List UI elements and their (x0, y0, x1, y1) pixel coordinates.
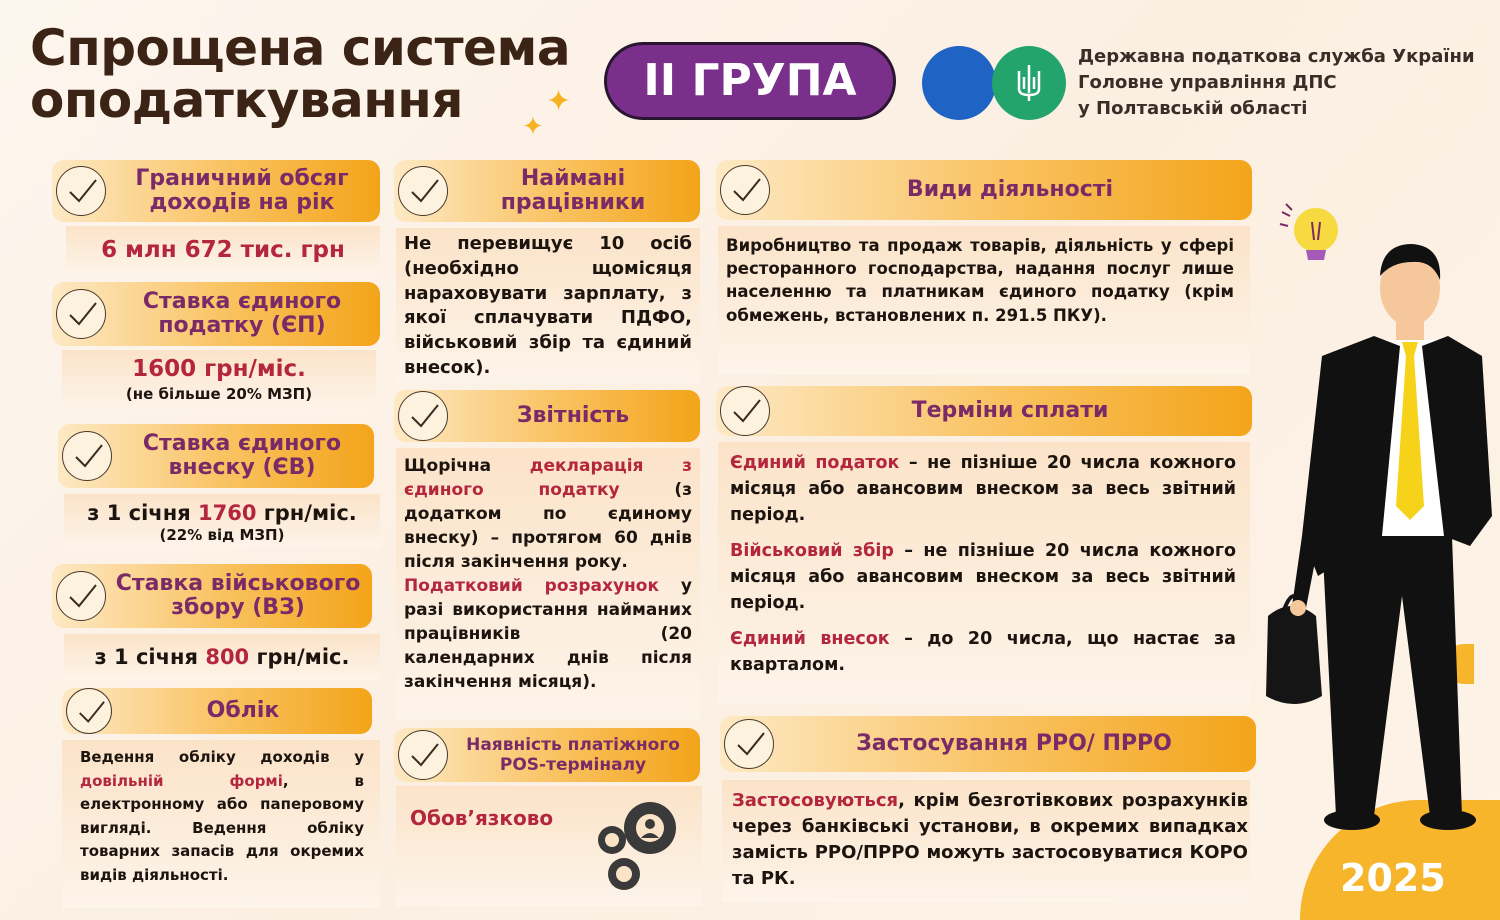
single-contribution-box (64, 494, 380, 548)
org-line-2: Головне управління ДПС (1078, 72, 1337, 93)
year-label: 2025 (1340, 856, 1446, 900)
section-header-single-contribution (58, 424, 374, 488)
single-contribution-note: (22% від МЗП) (159, 526, 285, 544)
accounting-title: Облік (206, 698, 280, 723)
sparkle-icon: ✦ (546, 84, 572, 119)
single-tax-rate-value: 1600 грн/міс. (132, 356, 306, 382)
single-tax-rate-title: Ставка єдиного податку (ЄП) (142, 289, 342, 338)
logo-blue-circle (922, 46, 996, 120)
checkmark-icon (62, 431, 112, 481)
income-limit-title: Граничний обсяг доходів на рік (135, 166, 349, 215)
pos-terminal-value: Обов’язково (410, 806, 554, 830)
checkmark-icon (56, 571, 106, 621)
checkmark-icon (720, 165, 770, 215)
businessman-illustration (1262, 236, 1492, 856)
military-levy-title: Ставка військового збору (ВЗ) (115, 571, 361, 620)
section-header-military-levy (52, 564, 372, 628)
org-line-3: у Полтавській області (1078, 98, 1308, 119)
income-limit-value: 6 млн 672 тис. грн (66, 226, 380, 274)
pos-terminal-box (396, 786, 702, 906)
activities-text: Виробництво та продаж товарів, діяльність у сфері ресторанного господарства, надання послуг лише населенню та платникам єдиного податку (крім обмежень, встановлених п. 291.5 ПКУ). (718, 226, 1250, 374)
payment-term-item: Єдиний внесок – до 20 числа, що настає за кварталом. (730, 629, 1236, 675)
org-line-1: Державна податкова служба України (1078, 46, 1475, 67)
activities-title: Види діяльності (906, 177, 1114, 202)
checkmark-icon (720, 386, 770, 436)
payment-terms-box (718, 442, 1250, 704)
checkmark-icon (56, 289, 106, 339)
rro-text: Застосовуються, крім безготівкових розрахунків через банківські установи, в окремих випадках замість РРО/ПРРО можуть застосовуватися КОРО та РК. (722, 780, 1250, 902)
section-header-reporting (394, 390, 700, 442)
reporting-title: Звітність (516, 403, 630, 428)
checkmark-icon (398, 166, 448, 216)
trident-logo-icon (992, 46, 1066, 120)
section-header-income-limit (52, 160, 380, 222)
single-tax-rate-note: (не більше 20% МЗП) (125, 385, 313, 403)
section-header-employees (394, 160, 700, 222)
checkmark-icon (724, 719, 774, 769)
section-header-pos-terminal (394, 728, 700, 782)
payment-term-item: Військовий збір – не пізніше 20 числа кожного місяця або авансовим внеском за весь звітний період. (730, 541, 1236, 613)
payment-term-item: Єдиний податок – не пізніше 20 числа кожного місяця або авансовим внеском за весь звітний період. (730, 453, 1237, 525)
group-badge: II ГРУПА (604, 42, 896, 120)
section-header-activities (716, 160, 1252, 220)
accounting-text: Ведення обліку доходів у довільній формі, в електронному або паперовому вигляді. Ведення обліку товарних запасів для окремих видів діяльності. (62, 740, 380, 908)
employees-text: Не перевищує 10 осіб (необхідно щомісяця нараховувати зарплату, з якої сплачувати ПДФО, військовий збір та єдиний внесок). (396, 228, 700, 384)
section-header-accounting (62, 688, 372, 734)
single-tax-rate-box (62, 350, 376, 410)
title-line-1: Спрощена система (30, 19, 571, 77)
sparkle-icon-small: ✦ (522, 112, 544, 142)
military-levy-value: з 1 січня 800 грн/міс. (64, 634, 380, 680)
checkmark-icon (398, 730, 448, 780)
section-header-payment-terms (716, 386, 1252, 436)
single-contribution-value: з 1 січня 1760 грн/міс. (87, 501, 357, 525)
checkmark-icon (56, 166, 106, 216)
pos-terminal-title: Наявність платіжного POS-терміналу (466, 735, 680, 775)
checkmark-icon (398, 391, 448, 441)
section-header-rro (720, 716, 1256, 772)
org-name (1078, 44, 1488, 122)
single-contribution-title: Ставка єдиного внеску (ЄВ) (142, 431, 342, 480)
page-title (30, 19, 590, 129)
checkmark-icon (66, 688, 112, 734)
employees-title: Наймані працівники (500, 166, 646, 215)
payment-terms-title: Терміни сплати (911, 398, 1109, 423)
reporting-text: Щорічна декларація з єдиного податку (з додатком по єдиному внеску) – протягом 60 днів після закінчення року. Податковий розрахунок у разі використання найманих працівників (20 календарних днів після закінчення місяця). (396, 448, 700, 720)
title-line-2: оподаткування (30, 71, 463, 129)
rro-title: Застосування РРО/ ПРРО (856, 731, 1172, 756)
gears-icon (592, 792, 688, 892)
section-header-single-tax-rate (52, 282, 380, 346)
